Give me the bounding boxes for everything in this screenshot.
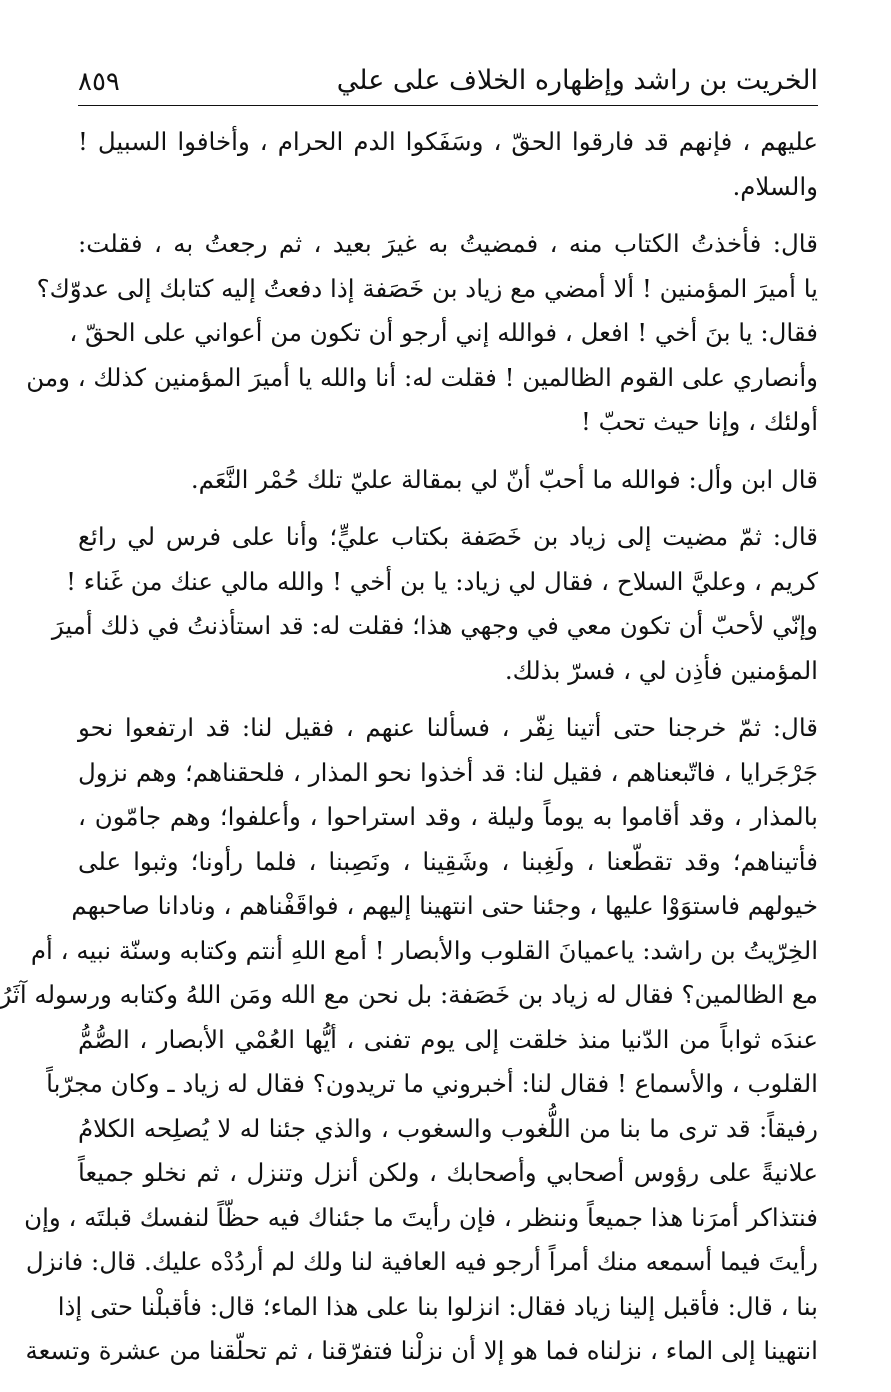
text-line: المؤمنين فأذِن لي ، فسرّ بذلك. xyxy=(504,655,818,685)
paragraph xyxy=(0,706,818,1374)
text-line: قال: فأخذتُ الكتاب منه ، فمضيتُ به غيرَ بعيد ، ثم رجعتُ به ، فقلت: xyxy=(78,229,818,258)
text-line: رفيقاً: قد ترى ما بنا من اللُّغوب والسغوب ، والذي جئنا له لا يُصلِحه الكلامُ xyxy=(78,1113,818,1143)
paragraph xyxy=(51,515,818,693)
text-line: عليهم ، فإنهم قد فارقوا الحقّ ، وسَفَكوا الدم الحرام ، وأخافوا السبيل ! xyxy=(78,127,818,156)
text-line: كريم ، وعليَّ السلاح ، فقال لي زياد: يا بن أخي ! والله مالي عنك من غَناء ! xyxy=(66,566,818,596)
text-line: وأنصاري على القوم الظالمين ! فقلت له: أنا والله يا أميرَ المؤمنين كذلك ، ومن xyxy=(26,362,818,392)
text-line: مع الظالمين؟ فقال له زياد بن خَصَفة: بل نحن مع الله ومَن اللهُ وكتابه ورسوله آثَرُ xyxy=(0,980,818,1009)
text-line: يا أميرَ المؤمنين ! ألا أمضي مع زياد بن خَصَفة إذا دفعتُ إليه كتابك إلى عدوّك؟ xyxy=(36,273,818,303)
paragraph xyxy=(78,458,818,503)
header-rule xyxy=(78,105,818,106)
page-header xyxy=(78,62,818,106)
text-line: بنا ، قال: فأقبل إلينا زياد فقال: انزلوا بنا على هذا الماء؛ قال: فأقبلْنا حتى إذا xyxy=(57,1291,818,1321)
body-text xyxy=(0,120,818,1387)
text-line: بالمذار ، وقد أقاموا به يوماً وليلة ، وقد استراحوا ، وأعلفوا؛ وهم جامّون ، xyxy=(78,802,818,831)
page-number: ٨٥٩ xyxy=(78,67,120,97)
text-line: والسلام. xyxy=(732,171,818,201)
text-line: أولئك ، وإنا حيث تحبّ ! xyxy=(580,407,818,436)
text-line: الخِرّيتُ بن راشد: ياعميانَ القلوب والأبصار ! أمع اللهِ أنتم وكتابه وسنّة نبيه ، أم xyxy=(30,935,818,965)
paragraph xyxy=(78,120,818,209)
text-line: قال: ثمّ خرجنا حتى أتينا نِفّر ، فسألنا عنهم ، فقيل لنا: قد ارتفعوا نحو xyxy=(78,713,818,742)
paragraph xyxy=(26,222,818,445)
text-line: انتهينا إلى الماء ، نزلناه فما هو إلا أن نزلْنا فتفرّقنا ، ثم تحلّقنا من عشرة وتسعة xyxy=(25,1336,818,1365)
text-line: قال: ثمّ مضيت إلى زياد بن خَصَفة بكتاب عليٍّ؛ وأنا على فرس لي رائع xyxy=(78,522,818,551)
text-line: وإنّي لأحبّ أن تكون معي في وجهي هذا؛ فقلت له: قد استأذنتُ في ذلك أميرَ xyxy=(51,611,818,640)
text-line: القلوب ، والأسماع ! فقال لنا: أخبروني ما تريدون؟ فقال له زياد ـ وكان مجرّباً xyxy=(46,1069,818,1098)
text-line: فأتيناهم؛ وقد تقطّعنا ، ولَغِبنا ، وشَقِينا ، ونَصِبنا ، فلما رأونا؛ وثبوا على xyxy=(78,846,818,876)
text-line: جَرْجَرايا ، فاتّبعناهم ، فقيل لنا: قد أخذوا نحو المذار ، فلحقناهم؛ وهم نزول xyxy=(78,757,818,787)
running-title: الخريت بن راشد وإظهاره الخلاف على علي xyxy=(336,65,818,96)
text-line: فنتذاكر أمرَنا هذا جميعاً وننظر ، فإن رأيتَ ما جئناك فيه حظّاً لنفسك قبلتَه ، وإن xyxy=(24,1202,818,1232)
text-line: علانيةً على رؤوس أصحابي وأصحابك ، ولكن أنزل وتنزل ، ثم نخلو جميعاً xyxy=(78,1158,818,1187)
text-line: رأيتَ فيما أسمعه منك أمراً أرجو فيه العافية لنا ولك لم أردُدْه عليك. قال: فانزل xyxy=(25,1247,818,1276)
text-line: عندَه ثواباً من الدّنيا منذ خلقت إلى يوم تفنى ، أيُّها العُمْي الأبصار ، الصُّمُّ xyxy=(78,1024,818,1054)
text-line: قال ابن وأل: فوالله ما أحبّ أنّ لي بمقالة عليّ تلك حُمْر النَّعَم. xyxy=(190,464,818,494)
text-line: خيولهم فاستوَوْا عليها ، وجئنا حتى انتهينا إليهم ، فواقَفْناهم ، ونادانا صاحبهم xyxy=(71,891,818,920)
text-line: فقال: يا بنَ أخي ! افعل ، فوالله إني أرجو أن تكون من أعواني على الحقّ ، xyxy=(69,318,818,347)
